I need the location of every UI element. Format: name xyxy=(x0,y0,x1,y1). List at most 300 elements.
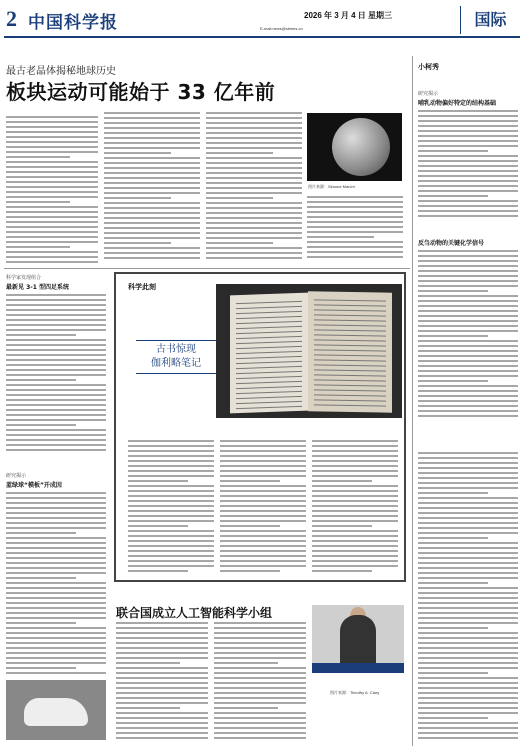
text-line xyxy=(104,202,200,204)
text-line xyxy=(418,405,518,407)
text-line xyxy=(104,242,171,244)
text-line xyxy=(6,206,98,208)
text-line xyxy=(128,530,214,532)
text-line xyxy=(418,125,518,127)
book-text-line xyxy=(314,364,386,366)
shoe-shape xyxy=(24,698,88,726)
text-line xyxy=(206,222,302,224)
text-line xyxy=(418,115,518,117)
text-line xyxy=(418,457,518,459)
text-line xyxy=(312,530,398,532)
text-line xyxy=(116,652,208,654)
text-line xyxy=(104,162,200,164)
feature-title-line2: 伽利略笔记 xyxy=(151,358,201,369)
text-line xyxy=(418,462,518,464)
text-line xyxy=(418,522,518,524)
book-text-line xyxy=(236,381,302,384)
lead-kicker: 最古老晶体揭秘地球历史 xyxy=(6,66,116,77)
lead-column-1 xyxy=(6,116,98,266)
text-line xyxy=(418,582,488,584)
book-text-line xyxy=(314,304,386,306)
text-line xyxy=(418,612,518,614)
text-line xyxy=(312,485,398,487)
book-text-line xyxy=(236,406,302,409)
text-line xyxy=(220,495,306,497)
text-line xyxy=(418,175,518,177)
text-line xyxy=(214,682,306,684)
text-line xyxy=(214,642,306,644)
text-line xyxy=(116,672,208,674)
book-text-line xyxy=(314,314,386,316)
book-text-line xyxy=(314,329,386,331)
text-line xyxy=(104,147,200,149)
text-line xyxy=(418,150,488,152)
text-line xyxy=(418,677,518,679)
text-line xyxy=(312,490,398,492)
book-text-line xyxy=(236,301,302,304)
text-line xyxy=(6,166,98,168)
text-line xyxy=(116,642,208,644)
text-line xyxy=(418,340,518,342)
text-line xyxy=(220,480,280,482)
text-line xyxy=(6,507,106,509)
text-line xyxy=(6,176,98,178)
text-line xyxy=(307,231,403,233)
text-line xyxy=(418,577,518,579)
text-line xyxy=(312,515,398,517)
text-line xyxy=(6,612,106,614)
text-line xyxy=(418,572,518,574)
text-line xyxy=(6,527,106,529)
text-line xyxy=(307,251,403,253)
text-line xyxy=(214,662,278,664)
text-line xyxy=(6,602,106,604)
text-line xyxy=(418,290,488,292)
text-line xyxy=(418,300,518,302)
text-line xyxy=(418,587,518,589)
text-line xyxy=(312,450,398,452)
text-line xyxy=(6,231,98,233)
text-line xyxy=(206,242,273,244)
text-line xyxy=(418,320,518,322)
text-line xyxy=(6,314,106,316)
text-line xyxy=(6,502,106,504)
text-line xyxy=(128,505,214,507)
text-line xyxy=(220,540,306,542)
text-line xyxy=(6,221,98,223)
text-line xyxy=(214,667,306,669)
text-line xyxy=(418,415,518,417)
text-line xyxy=(116,647,208,649)
text-line xyxy=(418,190,518,192)
text-line xyxy=(418,370,518,372)
text-line xyxy=(214,702,306,704)
text-line xyxy=(418,160,518,162)
text-line xyxy=(104,197,171,199)
text-line xyxy=(128,485,214,487)
shoe-photo xyxy=(6,680,106,740)
text-line xyxy=(6,354,106,356)
un-column-1 xyxy=(116,622,208,746)
text-line xyxy=(307,201,403,203)
text-line xyxy=(418,360,518,362)
text-line xyxy=(206,147,302,149)
text-line xyxy=(312,460,398,462)
text-line xyxy=(418,170,518,172)
text-line xyxy=(116,737,208,739)
text-line xyxy=(418,195,488,197)
text-line xyxy=(104,222,200,224)
text-line xyxy=(6,384,106,386)
text-line xyxy=(418,452,518,454)
text-line xyxy=(206,182,302,184)
text-line xyxy=(214,627,306,629)
text-line xyxy=(418,737,518,739)
text-line xyxy=(6,389,106,391)
text-line xyxy=(220,490,306,492)
text-line xyxy=(220,565,306,567)
text-line xyxy=(6,151,98,153)
text-line xyxy=(418,375,518,377)
text-line xyxy=(6,116,98,118)
text-line xyxy=(6,512,106,514)
book-text-line xyxy=(236,351,302,354)
text-line xyxy=(307,246,403,248)
text-line xyxy=(312,535,398,537)
text-line xyxy=(128,525,188,527)
text-line xyxy=(418,185,518,187)
text-line xyxy=(104,227,200,229)
text-line xyxy=(6,409,106,411)
text-line xyxy=(312,520,398,522)
text-line xyxy=(6,404,106,406)
text-line xyxy=(104,182,200,184)
brief1-title: 最新见 3-1 型四足系统 xyxy=(6,284,70,291)
text-line xyxy=(104,177,200,179)
text-line xyxy=(312,475,398,477)
text-line xyxy=(214,712,306,714)
text-line xyxy=(312,440,398,442)
text-line xyxy=(6,429,106,431)
book-text-line xyxy=(314,394,386,396)
text-line xyxy=(104,117,200,119)
book-text-line xyxy=(314,359,386,361)
feature-title xyxy=(136,340,216,374)
text-line xyxy=(418,632,518,634)
book-text-line xyxy=(236,316,302,319)
text-line xyxy=(214,677,306,679)
text-line xyxy=(418,682,518,684)
text-line xyxy=(312,465,398,467)
text-line xyxy=(418,627,488,629)
text-line xyxy=(116,727,208,729)
text-line xyxy=(418,155,518,157)
text-line xyxy=(6,582,106,584)
text-line xyxy=(418,385,518,387)
text-line xyxy=(6,299,106,301)
text-line xyxy=(418,662,518,664)
text-line xyxy=(128,545,214,547)
feature-label: 科学此刻 xyxy=(128,283,156,291)
text-line xyxy=(220,505,306,507)
text-line xyxy=(128,475,214,477)
text-line xyxy=(418,120,518,122)
text-line xyxy=(418,270,518,272)
text-line xyxy=(418,637,518,639)
text-line xyxy=(418,215,518,217)
text-line xyxy=(214,657,306,659)
text-line xyxy=(418,562,518,564)
text-line xyxy=(128,450,214,452)
text-line xyxy=(6,642,106,644)
text-line xyxy=(418,477,518,479)
text-line xyxy=(418,727,518,729)
text-line xyxy=(116,712,208,714)
text-line xyxy=(220,445,306,447)
text-line xyxy=(6,414,106,416)
text-line xyxy=(312,545,398,547)
text-line xyxy=(418,487,518,489)
text-line xyxy=(220,455,306,457)
text-line xyxy=(6,419,106,421)
text-line xyxy=(418,285,518,287)
text-line xyxy=(206,207,302,209)
page-number: 2 xyxy=(6,6,17,31)
brief1-kicker: 科学家发现组合 xyxy=(6,275,42,281)
text-line xyxy=(220,550,306,552)
text-line xyxy=(418,592,518,594)
text-line xyxy=(220,535,306,537)
text-line xyxy=(6,632,106,634)
text-line xyxy=(6,344,106,346)
text-line xyxy=(220,460,306,462)
text-line xyxy=(128,460,214,462)
text-line xyxy=(6,121,98,123)
text-line xyxy=(6,617,106,619)
text-line xyxy=(220,520,306,522)
un-column-2 xyxy=(214,622,306,746)
book-text-line xyxy=(314,399,386,401)
text-line xyxy=(116,692,208,694)
text-line xyxy=(418,305,518,307)
text-line xyxy=(104,112,200,114)
text-line xyxy=(6,156,70,158)
text-line xyxy=(104,232,200,234)
text-line xyxy=(220,555,306,557)
book-text-line xyxy=(236,391,302,394)
text-line xyxy=(6,141,98,143)
text-line xyxy=(128,510,214,512)
text-line xyxy=(104,247,200,249)
masthead xyxy=(4,4,520,38)
text-line xyxy=(418,517,518,519)
text-line xyxy=(6,557,106,559)
text-line xyxy=(6,171,98,173)
text-line xyxy=(418,410,518,412)
text-line xyxy=(214,697,306,699)
book-text-line xyxy=(236,331,302,334)
text-line xyxy=(128,565,214,567)
book-text-line xyxy=(314,354,386,356)
text-line xyxy=(418,552,518,554)
feature-box xyxy=(114,272,406,582)
text-line xyxy=(214,687,306,689)
text-line xyxy=(206,227,302,229)
text-line xyxy=(220,485,306,487)
text-line xyxy=(214,622,306,624)
text-line xyxy=(116,682,208,684)
text-line xyxy=(116,662,180,664)
section-tab: 国际 xyxy=(460,6,520,34)
text-line xyxy=(104,152,171,154)
text-line xyxy=(206,152,273,154)
text-line xyxy=(214,647,306,649)
issue-date: 2026 年 3 月 4 日 星期三 xyxy=(304,11,393,20)
text-line xyxy=(418,265,518,267)
text-line xyxy=(6,537,106,539)
text-line xyxy=(116,677,208,679)
text-line xyxy=(104,127,200,129)
text-line xyxy=(6,379,76,381)
text-line xyxy=(312,540,398,542)
text-line xyxy=(6,181,98,183)
text-line xyxy=(206,162,302,164)
text-line xyxy=(418,205,518,207)
book-text-line xyxy=(314,349,386,351)
text-line xyxy=(418,557,518,559)
text-line xyxy=(418,180,518,182)
text-line xyxy=(307,256,403,258)
text-line xyxy=(418,210,518,212)
text-line xyxy=(128,445,214,447)
sidebar-divider xyxy=(412,56,413,746)
text-line xyxy=(214,727,306,729)
text-line xyxy=(220,465,306,467)
sidebar-item2-text xyxy=(418,250,518,420)
text-line xyxy=(220,530,306,532)
book-text-line xyxy=(314,404,386,406)
text-line xyxy=(307,216,403,218)
text-line xyxy=(6,532,76,534)
text-line xyxy=(418,310,518,312)
text-line xyxy=(214,652,306,654)
text-line xyxy=(418,607,518,609)
brief2-title: 蓝绿球“模板”开成因 xyxy=(6,482,62,489)
text-line xyxy=(206,187,302,189)
text-line xyxy=(6,399,106,401)
text-line xyxy=(6,304,106,306)
book-text-line xyxy=(314,299,386,301)
speaker-body xyxy=(340,615,376,669)
sidebar-item2-title: 反刍动物的关键化学信号 xyxy=(418,240,485,247)
lead-bottom-rule xyxy=(4,268,410,269)
text-line xyxy=(206,167,302,169)
text-line xyxy=(6,186,98,188)
planet-photo-credit: 图片来源：Simone Marchi xyxy=(308,184,355,189)
text-line xyxy=(6,319,106,321)
text-line xyxy=(307,221,403,223)
text-line xyxy=(6,424,76,426)
text-line xyxy=(312,480,372,482)
text-line xyxy=(6,647,106,649)
text-line xyxy=(418,507,518,509)
text-line xyxy=(104,257,200,259)
text-line xyxy=(418,165,518,167)
book-text-line xyxy=(314,324,386,326)
text-line xyxy=(206,192,302,194)
text-line xyxy=(418,365,518,367)
text-line xyxy=(6,364,106,366)
text-line xyxy=(6,552,106,554)
text-line xyxy=(104,157,200,159)
text-line xyxy=(104,122,200,124)
sidebar-item1-title: 哺乳动物偏好特定的结构基础 xyxy=(418,100,497,107)
text-line xyxy=(307,236,374,238)
text-line xyxy=(214,737,306,739)
text-line xyxy=(206,212,302,214)
text-line xyxy=(312,445,398,447)
text-line xyxy=(418,697,518,699)
text-line xyxy=(418,602,518,604)
text-line xyxy=(128,555,214,557)
text-line xyxy=(6,662,106,664)
text-line xyxy=(6,637,106,639)
text-line xyxy=(418,110,518,112)
text-line xyxy=(128,480,188,482)
text-line xyxy=(6,562,106,564)
text-line xyxy=(206,142,302,144)
text-line xyxy=(104,217,200,219)
text-line xyxy=(418,597,518,599)
text-line xyxy=(6,369,106,371)
text-line xyxy=(116,622,208,624)
text-line xyxy=(6,652,106,654)
un-story-title: 联合国成立人工智能科学小组 xyxy=(116,606,273,620)
sidebar-item3-text xyxy=(418,452,518,742)
text-line xyxy=(128,470,214,472)
text-line xyxy=(418,482,518,484)
book-text-line xyxy=(236,366,302,369)
text-line xyxy=(220,470,306,472)
text-line xyxy=(418,295,518,297)
text-line xyxy=(116,707,180,709)
book-text-line xyxy=(236,376,302,379)
text-line xyxy=(6,607,106,609)
text-line xyxy=(104,212,200,214)
feature-column-1 xyxy=(128,440,214,576)
book-text-line xyxy=(236,336,302,339)
text-line xyxy=(6,572,106,574)
text-line xyxy=(6,434,106,436)
text-line xyxy=(206,157,302,159)
text-line xyxy=(418,707,518,709)
text-line xyxy=(6,126,98,128)
text-line xyxy=(6,374,106,376)
text-line xyxy=(6,667,76,669)
un-photo xyxy=(312,605,404,673)
text-line xyxy=(312,500,398,502)
text-line xyxy=(312,565,398,567)
text-line xyxy=(206,197,273,199)
text-line xyxy=(6,131,98,133)
book-text-line xyxy=(236,356,302,359)
text-line xyxy=(116,657,208,659)
text-line xyxy=(6,309,106,311)
text-line xyxy=(6,349,106,351)
text-line xyxy=(312,455,398,457)
text-line xyxy=(6,191,98,193)
text-line xyxy=(6,211,98,213)
